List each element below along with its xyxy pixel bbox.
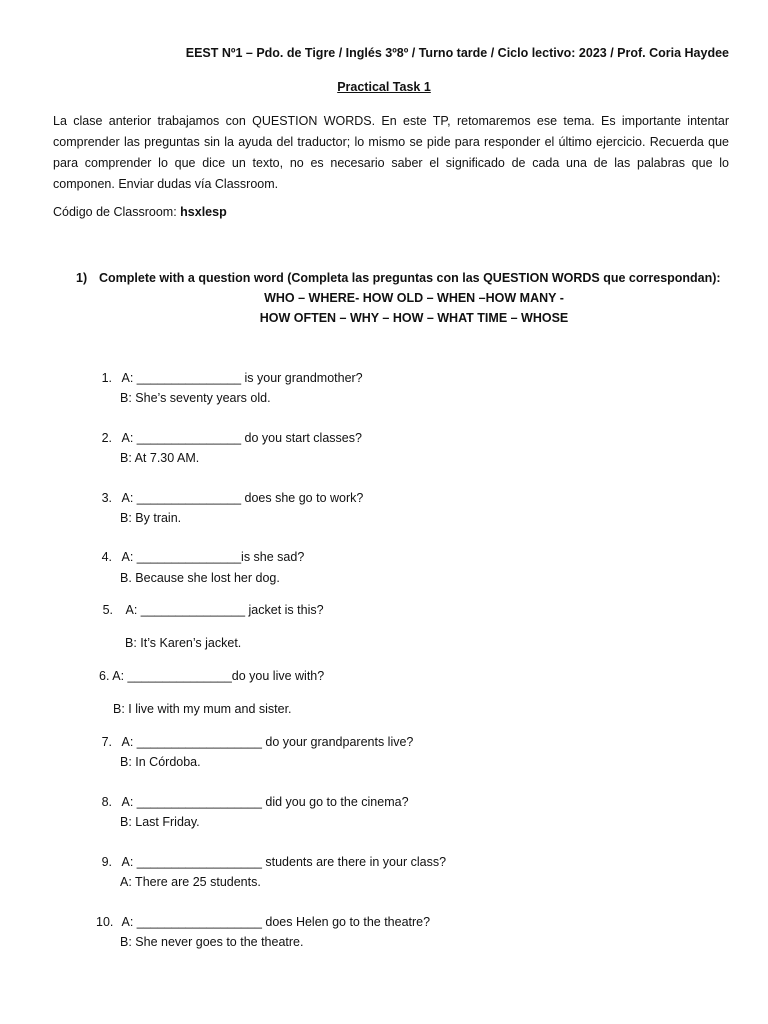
question-text: A: _______________do you live with? xyxy=(112,669,325,683)
question-10-prompt xyxy=(96,915,430,929)
question-5-prompt xyxy=(99,603,324,617)
question-number: 3. xyxy=(101,491,112,505)
intro-paragraph xyxy=(53,111,729,195)
answer-1: B: She’s seventy years old. xyxy=(120,391,271,405)
answer-9: A: There are 25 students. xyxy=(120,875,261,889)
answer-3: B: By train. xyxy=(120,511,182,525)
question-text: A: __________________ does Helen go to the theatre? xyxy=(121,915,431,929)
answer-10: B: She never goes to the theatre. xyxy=(120,935,304,949)
question-text: A: _______________ does she go to work? xyxy=(121,491,364,505)
question-8-prompt xyxy=(96,795,409,809)
intro-line-2: comprender las preguntas sin la ayuda del traductor; lo mismo se pide para responder el último ejercicio. Recuerda que xyxy=(53,135,729,149)
question-text: A: __________________ do your grandparents live? xyxy=(121,735,414,749)
intro-line-3: para comprender lo que dice un texto, no es necesario saber el significado de cada una de las palabras que lo xyxy=(53,156,729,170)
question-3-prompt xyxy=(96,491,363,505)
question-number: 7. xyxy=(101,735,112,749)
question-number: 1. xyxy=(101,371,112,385)
intro-line-1: La clase anterior trabajamos con QUESTION WORDS. En este TP, retomaremos ese tema. Es importante intentar xyxy=(53,114,729,128)
question-number: 9. xyxy=(101,855,112,869)
question-2-prompt xyxy=(96,431,362,445)
question-4-prompt xyxy=(96,550,304,564)
question-number: 10. xyxy=(96,915,114,929)
question-text: A: _______________ jacket is this? xyxy=(125,603,324,617)
exercise-instruction xyxy=(76,271,721,285)
page-title: Practical Task 1 xyxy=(337,80,431,94)
answer-2: B: At 7.30 AM. xyxy=(120,451,200,465)
question-number: 2. xyxy=(101,431,112,445)
question-text: A: __________________ students are there in your class? xyxy=(121,855,447,869)
classroom-code-line xyxy=(53,205,227,219)
question-7-prompt xyxy=(96,735,413,749)
answer-4: B. Because she lost her dog. xyxy=(120,571,280,585)
document-header: EEST Nº1 – Pdo. de Tigre / Inglés 3º8º / Turno tarde / Ciclo lectivo: 2023 / Prof. Coria Haydee xyxy=(185,46,729,60)
classroom-code-label: Código de Classroom: xyxy=(53,205,181,219)
question-number: 6. xyxy=(99,669,110,683)
answer-7: B: In Córdoba. xyxy=(120,755,201,769)
question-text: A: _______________ do you start classes? xyxy=(121,431,362,445)
question-text: A: _______________ is your grandmother? xyxy=(121,371,363,385)
question-words-line-1: WHO – WHERE- HOW OLD – WHEN –HOW MANY - xyxy=(264,291,564,305)
question-6-prompt xyxy=(99,669,324,683)
question-number: 8. xyxy=(101,795,112,809)
classroom-code: hsxlesp xyxy=(180,205,227,219)
question-1-prompt xyxy=(96,371,363,385)
question-number: 5. xyxy=(102,603,113,617)
intro-line-4: componen. Enviar dudas vía Classroom. xyxy=(53,177,279,191)
exercise-number: 1) xyxy=(76,271,88,285)
answer-6: B: I live with my mum and sister. xyxy=(113,702,292,716)
question-words-line-2: HOW OFTEN – WHY – HOW – WHAT TIME – WHOSE xyxy=(259,311,569,325)
answer-8: B: Last Friday. xyxy=(120,815,200,829)
question-text: A: __________________ did you go to the cinema? xyxy=(121,795,409,809)
exercise-instruction-text: Complete with a question word (Completa las preguntas con las QUESTION WORDS que correspondan): xyxy=(99,271,721,285)
question-9-prompt xyxy=(96,855,446,869)
question-text: A: _______________is she sad? xyxy=(121,550,305,564)
answer-5: B: It’s Karen’s jacket. xyxy=(125,636,242,650)
question-number: 4. xyxy=(101,550,112,564)
